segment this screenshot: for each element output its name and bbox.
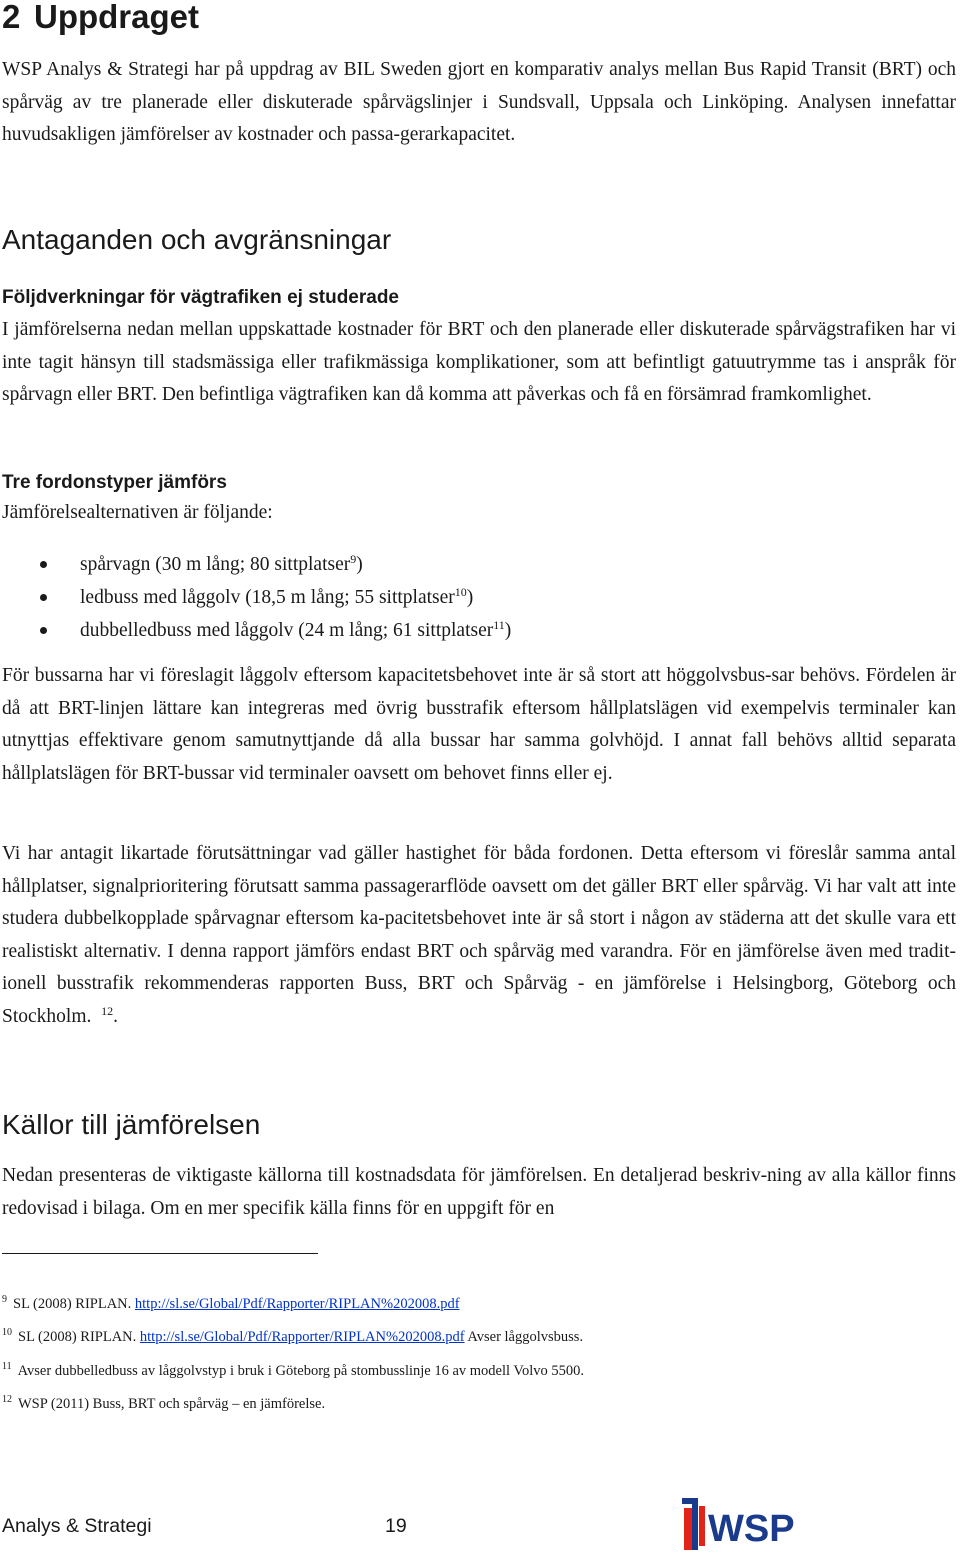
wsp-logo [678, 1494, 802, 1554]
vehicle-list [0, 548, 940, 647]
footer-label: Analys & Strategi [2, 1515, 152, 1537]
footnote-text: Avser dubbelledbuss av låggolvstyp i bruk i Göteborg på stombusslinje 16 av modell Volvo 5500. [17, 1363, 585, 1379]
footnote-number: 11 [2, 1361, 12, 1372]
footnote-link[interactable]: http://sl.se/Global/Pdf/Rapporter/RIPLAN%202008.pdf [134, 1296, 460, 1312]
footnote [2, 1328, 583, 1346]
footnote-ref: 12 [101, 1003, 114, 1018]
footnote [2, 1295, 460, 1313]
section-heading-sources: Källor till jämförelsen [2, 1109, 261, 1140]
list-item-close: ) [356, 554, 363, 575]
footnote-text: SL (2008) RIPLAN. [18, 1329, 140, 1345]
footnote-ref: 9 [350, 552, 357, 566]
paragraph-conditions [2, 838, 956, 1034]
footnote [2, 1362, 584, 1380]
paragraph-buses: För bussarna har vi föreslagit låggolv eftersom kapacitetsbehovet inte är så stort att höggolvsbus-sar behövs. Fördelen är då att BRT-linjen lättare kan integreras med övrig busstrafik eftersom hållplatslägen vid exempelvis terminaler kan utnyttjas effektivare genom samutnyttjande då alla bussar har samma golvhöjd. I annat fall behövs alltid separata hållplatslägen för BRT-bussar vid terminaler oavsett om behovet finns eller ej. [2, 665, 956, 784]
intro-paragraph: WSP Analys & Strategi har på uppdrag av BIL Sweden gjort en komparativ analys mellan Bus Rapid Transit (BRT) och spårväg av tre planerade eller diskuterade spårvägslinjer i Sundsvall, Uppsala och Linköping. Analysen innefattar huvudsakligen jämförelser av kostnader och passa-gerarkapacitet. [2, 59, 956, 146]
footnote-after: Avser låggolvsbuss. [464, 1329, 584, 1345]
list-item [0, 581, 940, 614]
logo-flag-icon [682, 1498, 705, 1550]
footnote-ref: 10 [454, 585, 467, 599]
list-item-close: ) [504, 620, 512, 641]
footnote-text: SL (2008) RIPLAN. [13, 1296, 135, 1312]
paragraph-traffic-effects: I jämförelserna nedan mellan uppskattade kostnader för BRT och den planerade eller diskuterade spårvägstrafiken har vi inte tagit hänsyn till stadsmässiga eller trafikmässiga komplikationer, som att befintligt gatuutrymme tas i anspråk för spårvagn eller BRT. Den befintliga vägtrafiken kan då komma att påverkas och få en försämrad framkomlighet. [2, 319, 956, 406]
footnote [2, 1395, 325, 1413]
list-item-text: dubbelledbuss med låggolv (24 m lång; 61 sittplatser [80, 620, 494, 641]
bullet-icon [40, 561, 47, 568]
paragraph-conditions-end: . [113, 1005, 119, 1027]
chapter-title: Uppdraget [34, 0, 199, 35]
footnote-link[interactable]: http://sl.se/Global/Pdf/Rapporter/RIPLAN%202008.pdf [139, 1329, 465, 1345]
footnote-number: 12 [2, 1394, 12, 1405]
section-heading-assumptions: Antaganden och avgränsningar [2, 224, 392, 255]
subheading-traffic-effects: Följdverkningar för vägtrafiken ej studerade [2, 287, 399, 308]
chapter-heading [2, 0, 199, 40]
list-item-text: spårvagn (30 m lång; 80 sittplatser [80, 554, 351, 575]
subheading-vehicle-types: Tre fordonstyper jämförs [2, 472, 227, 493]
list-item-close: ) [466, 587, 474, 608]
footnote-number: 10 [2, 1327, 12, 1338]
page-number: 19 [385, 1515, 407, 1537]
paragraph-sources: Nedan presenteras de viktigaste källorna till kostnadsdata för jämförelsen. En detaljerad beskriv-ning av alla källor finns redovisad i bilaga. Om en mer specifik källa finns för en uppgift för en [2, 1165, 956, 1219]
list-item-text: ledbuss med låggolv (18,5 m lång; 55 sittplatser [80, 587, 455, 608]
paragraph-vehicle-intro: Jämförelsealternativen är följande: [2, 502, 273, 523]
list-item [0, 614, 940, 647]
logo-text: WSP [708, 1508, 795, 1550]
footnote-ref: 11 [493, 618, 505, 632]
paragraph-conditions-text: Vi har antagit likartade förutsättningar vad gäller hastighet för båda fordonen. Detta eftersom vi föreslår samma antal hållplatser, signalprioritering förutsatt samma passagerarflöde oavsett om det gäller BRT eller spårväg. Vi har valt att inte studera dubbelkopplade spårvagnar eftersom ka-pacitetsbehovet inte är så stort i någon av städerna att det skulle vara ett realistiskt alternativ. I denna rapport jämförs endast BRT och spårväg med varandra. För en jämförelse även med tradit-ionell busstrafik rekommenderas rapporten Buss, BRT och Spårväg - en jämförelse i Helsingborg, Göteborg och Stockholm. [2, 843, 956, 1027]
list-item [0, 548, 940, 581]
bullet-icon [40, 594, 47, 601]
bullet-icon [40, 627, 47, 634]
footnote-number: 9 [2, 1294, 7, 1305]
footnote-text: WSP (2011) Buss, BRT och spårväg – en jämförelse. [18, 1396, 326, 1412]
chapter-number: 2 [2, 0, 21, 35]
footnote-divider [2, 1253, 318, 1254]
